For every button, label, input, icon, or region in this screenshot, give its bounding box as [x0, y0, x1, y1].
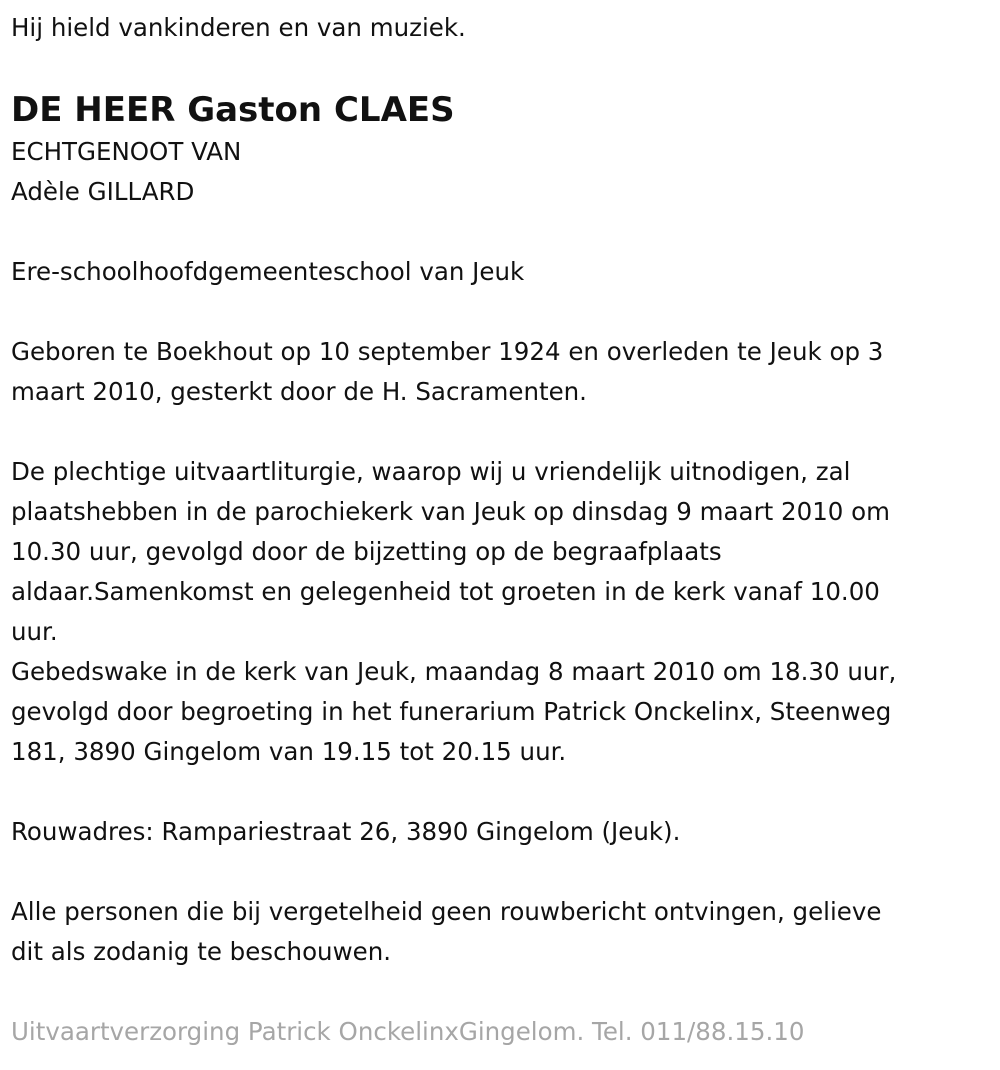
birth-death-line: maart 2010, gesterkt door de H. Sacramenten. — [11, 377, 587, 406]
profession-text: Ere-schoolhoofdgemeenteschool van Jeuk — [11, 257, 525, 286]
wake-line: 181, 3890 Gingelom van 19.15 tot 20.15 uur. — [11, 737, 567, 766]
spacer — [11, 972, 986, 1012]
notice-paragraph — [11, 892, 986, 972]
notice-line: dit als zodanig te beschouwen. — [11, 937, 392, 966]
spacer — [11, 772, 986, 812]
ceremony-line: De plechtige uitvaartliturgie, waarop wij u vriendelijk uitnodigen, zal — [11, 457, 851, 486]
birth-death-line: Geboren te Boekhout op 10 september 1924 en overleden te Jeuk op 3 — [11, 337, 884, 366]
ceremony-line: plaatshebben in de parochiekerk van Jeuk op dinsdag 9 maart 2010 om — [11, 497, 891, 526]
notice-line: Alle personen die bij vergetelheid geen rouwbericht ontvingen, gelieve — [11, 897, 882, 926]
wake-line: gevolgd door begroeting in het funerarium Patrick Onckelinx, Steenweg — [11, 697, 892, 726]
spacer — [11, 852, 986, 892]
obituary-notice — [11, 8, 986, 1052]
spacer — [11, 212, 986, 252]
birth-death-paragraph — [11, 332, 986, 412]
deceased-name: DE HEER Gaston CLAES — [11, 90, 455, 130]
address-text: Rouwadres: Rampariestraat 26, 3890 Gingelom (Jeuk). — [11, 817, 681, 846]
wake-paragraph — [11, 652, 986, 772]
ceremony-line: uur. — [11, 617, 58, 646]
spacer — [11, 292, 986, 332]
ceremony-line: aldaar.Samenkomst en gelegenheid tot groeten in de kerk vanaf 10.00 — [11, 577, 880, 606]
ceremony-line: 10.30 uur, gevolgd door de bijzetting op de begraafplaats — [11, 537, 722, 566]
ceremony-paragraph — [11, 452, 986, 652]
wake-line: Gebedswake in de kerk van Jeuk, maandag 8 maart 2010 om 18.30 uur, — [11, 657, 897, 686]
funeral-home-footer: Uitvaartverzorging Patrick OnckelinxGingelom. Tel. 011/88.15.10 — [11, 1017, 805, 1046]
spouse-label: ECHTGENOOT VAN — [11, 137, 242, 166]
intro-text: Hij hield vankinderen en van muziek. — [11, 13, 466, 42]
spacer — [11, 412, 986, 452]
spouse-name: Adèle GILLARD — [11, 177, 195, 206]
